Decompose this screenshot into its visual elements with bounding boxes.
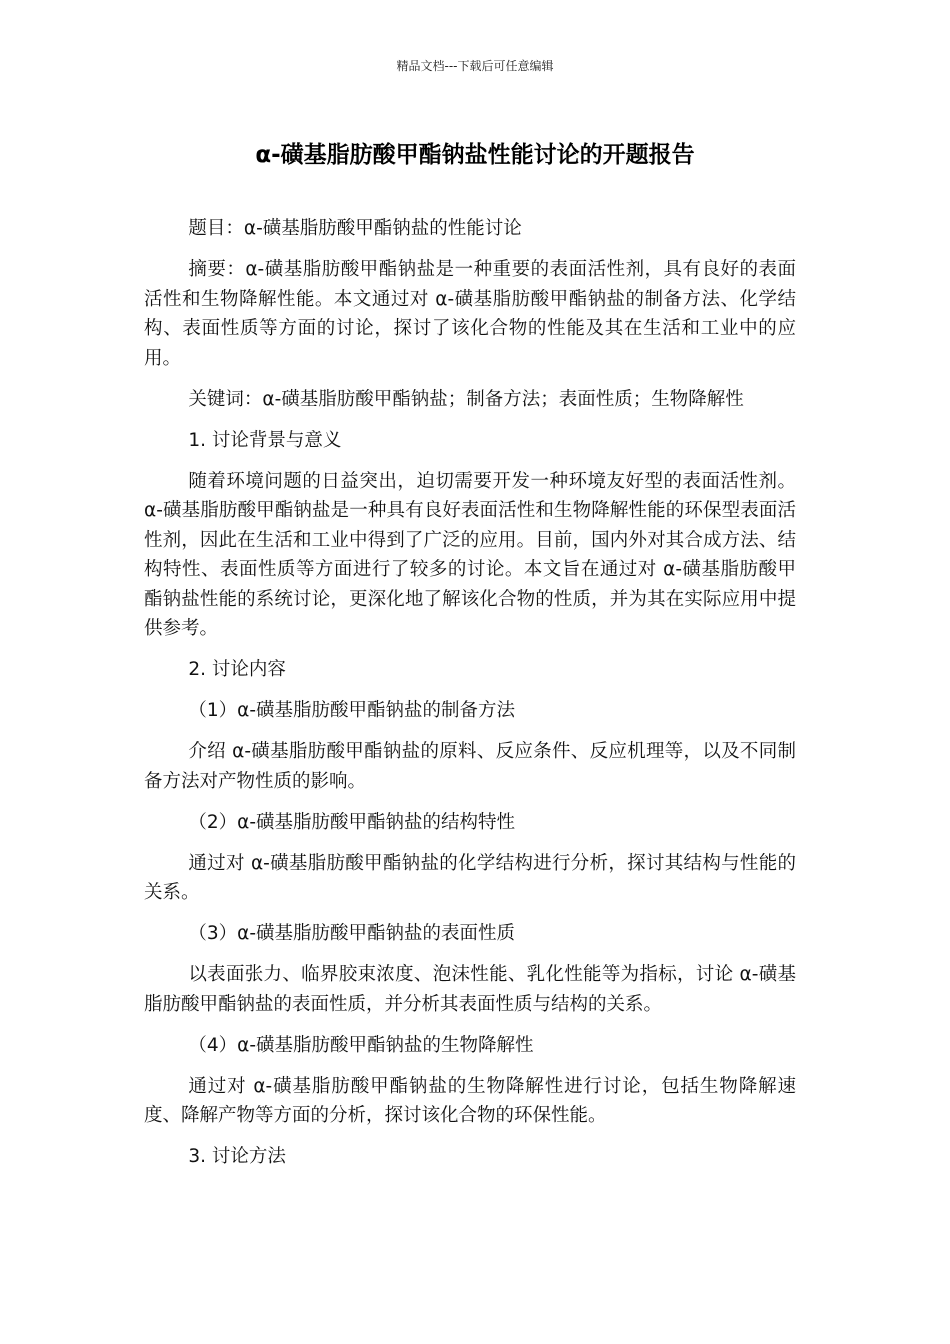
document-title: α-磺基脂肪酸甲酯钠盐性能讨论的开题报告: [255, 142, 695, 168]
structure-paragraph: 通过对 α-磺基脂肪酸甲酯钠盐的化学结构进行分析，探讨其结构与性能的关系。: [144, 852, 796, 903]
section-heading-content: 2. 讨论内容: [188, 659, 286, 680]
background-paragraph: 随着环境问题的日益突出，迫切需要开发一种环境友好型的表面活性剂。α-磺基脂肪酸甲酯钠盐是一种具有良好表面活性和生物降解性能的环保型表面活性剂，因此在生活和工业中得到了广泛的应用。目前，国内外对其合成方法、结构特性、表面性质等方面进行了较多的讨论。本文旨在通过对 α-磺基脂肪酸甲酯钠盐性能的系统讨论，更深化地了解该化合物的性质，并为其在实际应用中提供参考。: [144, 470, 796, 639]
document-body: [144, 214, 796, 1183]
keywords-paragraph: 关键词：α-磺基脂肪酸甲酯钠盐；制备方法；表面性质；生物降解性: [188, 388, 744, 410]
subheading-biodegradation: （4）α-磺基脂肪酸甲酯钠盐的生物降解性: [188, 1034, 534, 1056]
abstract-paragraph: 摘要：α-磺基脂肪酸甲酯钠盐是一种重要的表面活性剂，具有良好的表面活性和生物降解性能。本文通过对 α-磺基脂肪酸甲酯钠盐的制备方法、化学结构、表面性质等方面的讨论，探讨了该化合物的性能及其在生活和工业中的应用。: [144, 259, 796, 369]
subject-line: 题目：α-磺基脂肪酸甲酯钠盐的性能讨论: [188, 218, 522, 239]
surface-paragraph: 以表面张力、临界胶束浓度、泡沫性能、乳化性能等为指标，讨论 α-磺基脂肪酸甲酯钠盐的表面性质，并分析其表面性质与结构的关系。: [144, 964, 796, 1015]
biodegradation-paragraph: 通过对 α-磺基脂肪酸甲酯钠盐的生物降解性进行讨论，包括生物降解速度、降解产物等方面的分析，探讨该化合物的环保性能。: [144, 1075, 796, 1126]
subheading-preparation: （1）α-磺基脂肪酸甲酯钠盐的制备方法: [188, 700, 516, 721]
subheading-structure: （2）α-磺基脂肪酸甲酯钠盐的结构特性: [188, 811, 516, 833]
section-heading-method: 3. 讨论方法: [188, 1146, 286, 1167]
subheading-surface: （3）α-磺基脂肪酸甲酯钠盐的表面性质: [188, 923, 516, 944]
page-header: 精品文档---下载后可任意编辑: [396, 59, 554, 73]
section-heading-background: 1. 讨论背景与意义: [188, 429, 342, 451]
preparation-paragraph: 介绍 α-磺基脂肪酸甲酯钠盐的原料、反应条件、反应机理等，以及不同制备方法对产物性质的影响。: [144, 741, 796, 792]
